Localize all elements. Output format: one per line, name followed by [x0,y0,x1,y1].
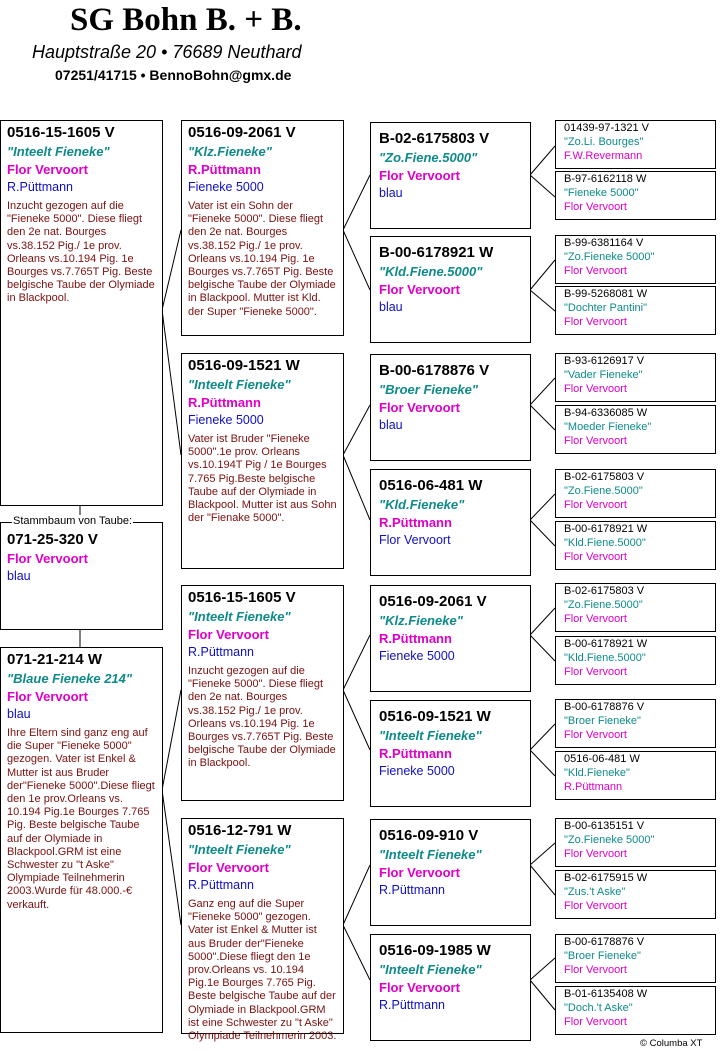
breeder: R.Püttmann [379,515,452,530]
breeder: Flor Vervoort [564,499,627,511]
pigeon-name: "Inteelt Fieneke" [379,962,482,977]
ring-number: 0516-06-481 W [379,477,483,494]
great-grandparent-card[interactable] [370,934,531,1041]
owner: R.Püttmann [188,878,255,892]
ring-number: B-94-6336085 W [564,407,648,419]
breeder: Flor Vervoort [564,964,627,976]
pigeon-name: "Doch.'t Aske" [564,1002,633,1014]
ring-number: B-00-6178876 V [564,936,645,948]
ring-number: B-97-6162118 W [564,173,647,185]
pigeon-name: "Inteelt Fieneke" [379,728,482,743]
ring-number: B-02-6175803 V [379,130,490,147]
ring-number: 0516-06-481 W [564,753,640,765]
breeder: Flor Vervoort [379,282,460,297]
dam-card[interactable] [0,647,163,1033]
ancestor-card[interactable] [555,870,716,919]
breeder: Flor Vervoort [7,689,88,704]
ring-number: 071-25-320 V [7,531,98,548]
owner: Fieneke 5000 [379,764,455,778]
grandparent-card[interactable] [181,120,344,336]
ancestor-card[interactable] [555,120,716,169]
header-address: Hauptstraße 20 • 76689 Neuthard [32,42,302,62]
breeder: Flor Vervoort [379,168,460,183]
ring-number: B-00-6135151 V [564,820,645,832]
pigeon-name: "Klz.Fieneke" [379,613,463,628]
pigeon-name: "Zo.Fiene.5000" [564,485,643,497]
breeder: Flor Vervoort [564,265,627,277]
grandparent-card[interactable] [181,818,344,1043]
pigeon-name: "Kld.Fiene.5000" [379,264,483,279]
pigeon-name: "Inteelt Fieneke" [7,144,110,159]
breeder: R.Püttmann [188,395,261,410]
ring-number: B-02-6175803 V [564,585,645,597]
pigeon-name: "Zus.'t Aske" [564,886,626,898]
pigeon-name: "Zo.Li. Bourges" [564,136,644,148]
ring-number: 01439-97-1321 V [564,122,650,134]
great-grandparent-card[interactable] [370,354,531,461]
owner: blau [379,300,403,314]
breeder: Flor Vervoort [188,627,269,642]
breeder: F.W.Revermann [564,150,643,162]
breeder: Flor Vervoort [379,865,460,880]
pigeon-name: "Inteelt Fieneke" [188,609,291,624]
ancestor-card[interactable] [555,521,716,570]
ancestor-card[interactable] [555,405,716,454]
pigeon-name: "Fieneke 5000" [564,187,639,199]
pigeon-name: "Inteelt Fieneke" [188,377,291,392]
breeder: Flor Vervoort [188,860,269,875]
pigeon-name: "Inteelt Fieneke" [188,842,291,857]
breeder: Flor Vervoort [564,729,627,741]
breeder: R.Püttmann [379,746,452,761]
ring-number: B-99-5268081 W [564,288,648,300]
subject-card[interactable] [0,522,163,630]
breeder: Flor Vervoort [564,613,627,625]
breeder: R.Püttmann [188,162,261,177]
owner: blau [379,418,403,432]
ring-number: B-00-6178876 V [564,701,645,713]
pigeon-name: "Zo.Fiene.5000" [379,150,478,165]
ring-number: B-00-6178921 W [379,244,494,261]
ring-number: B-01-6135408 W [564,988,648,1000]
pigeon-name: "Kld.Fiene.5000" [564,652,646,664]
breeder: Flor Vervoort [564,900,627,912]
pigeon-name: "Kld.Fieneke" [564,767,630,779]
pigeon-name: "Broer Fieneke" [564,715,641,727]
ring-number: B-93-6126917 V [564,355,645,367]
pigeon-notes: Vater ist Bruder "Fieneke 5000".1e prov. Orleans vs.10.194T Pig / 1e Bourges 7.765 Pig.Beste belgische Taube auf der Olymiade in Blackpool. Mutter ist aus Sohn der "Fienake 5000". [188,433,337,525]
pigeon-notes: Ganz eng auf die Super "Fieneke 5000" gezogen. Vater ist Enkel & Mutter ist aus Bruder der"Fieneke 5000".Diese fliegt den 1e prov.Orleans vs. 10.194 Pig.1e Bourges 7.765 Pig. Beste belgische Taube auf der Olymiade in Blackpool.GRM ist eine Schwester zu "t Aske" Olympiade Teilnehmerin 2003. [188,898,337,1043]
ancestor-card[interactable] [555,286,716,335]
pigeon-name: "Zo.Fiene.5000" [564,599,643,611]
breeder: Flor Vervoort [564,201,627,213]
great-grandparent-card[interactable] [370,469,531,576]
ancestor-card[interactable] [555,636,716,685]
sire-card[interactable] [0,120,163,506]
owner: Fieneke 5000 [188,180,264,194]
pigeon-name: "Broer Fieneke" [564,950,641,962]
ancestor-card[interactable] [555,171,716,220]
breeder: R.Püttmann [564,781,623,793]
pigeon-name: "Zo.Fieneke 5000" [564,834,655,846]
pigeon-name: "Zo.Fieneke 5000" [564,251,655,263]
ancestor-card[interactable] [555,934,716,983]
pigeon-name: "Broer Fieneke" [379,382,479,397]
breeder: Flor Vervoort [564,1016,627,1028]
ancestor-card[interactable] [555,469,716,518]
pigeon-name: "Kld.Fieneke" [379,497,465,512]
ring-number: 0516-09-2061 V [379,593,487,610]
ring-number: 0516-09-2061 V [188,124,296,141]
great-grandparent-card[interactable] [370,700,531,807]
pigeon-name: "Vader Fieneke" [564,369,643,381]
ancestor-card[interactable] [555,751,716,800]
header-title: SG Bohn B. + B. [70,2,302,38]
breeder: Flor Vervoort [564,316,627,328]
ancestor-card[interactable] [555,583,716,632]
breeder: Flor Vervoort [564,383,627,395]
ring-number: B-99-6381164 V [564,237,644,249]
pigeon-name: "Dochter Pantini" [564,302,648,314]
color: blau [7,569,31,583]
ring-number: 0516-09-910 V [379,827,479,844]
ancestor-card[interactable] [555,699,716,748]
color: blau [7,707,31,721]
ancestor-card[interactable] [555,235,716,284]
ring-number: B-02-6175803 V [564,471,645,483]
pigeon-name: "Moeder Fieneke" [564,421,652,433]
copyright-footer: © Columba XT [640,1038,703,1049]
ring-number: 0516-15-1605 V [188,589,296,606]
owner: Flor Vervoort [379,533,451,547]
ring-number: 0516-09-1521 W [188,357,300,374]
breeder: Flor Vervoort [564,848,627,860]
breeder: Flor Vervoort [7,551,88,566]
pigeon-notes: Vater ist ein Sohn der "Fieneke 5000". Diese fliegt den 2e nat. Bourges vs.38.152 Pig./ 1e prov. Orleans vs.10.194 Pig. 1e Bourges vs.7.765T Pig. Beste belgische Taube der Olymiade in Blackpool. Mutter ist Kld. der Super "Fieneke 5000". [188,200,336,318]
breeder: Flor Vervoort [564,551,627,563]
pigeon-name: "Kld.Fiene.5000" [564,537,646,549]
great-grandparent-card[interactable] [370,122,531,229]
ring-number: B-00-6178876 V [379,362,490,379]
ancestor-card[interactable] [555,353,716,402]
pigeon-notes: Ihre Eltern sind ganz eng auf die Super "Fieneke 5000" gezogen. Vater ist Enkel & Mutter ist aus Bruder der"Fieneke 5000".Diese fliegt den 1e prov.Orleans vs. 10.194 Pig.1e Bourges 7.765 Pig. Beste belgische Taube auf der Olymiade in Blackpool.GRM ist eine Schwester zu "t Aske" Olympiade Teilnehmerin 2003.Wurde für 48.000.-€ verkauft. [7,727,155,911]
great-grandparent-card[interactable] [370,819,531,926]
ring-number: 0516-09-1985 W [379,942,491,959]
pigeon-notes: Inzucht gezogen auf die "Fieneke 5000". Diese fliegt den 2e nat. Bourges vs.38.152 Pig./ 1e prov. Orleans vs.10.194 Pig. 1e Bourges vs.7.765T Pig. Beste belgische Taube der Olymiade in Blackpool. [7,200,155,305]
ring-number: 0516-15-1605 V [7,124,115,141]
pigeon-name: "Blaue Fieneke 214" [7,671,133,686]
pigeon-notes: Inzucht gezogen auf die "Fieneke 5000". Diese fliegt den 2e nat. Bourges vs.38.152 Pig./ 1e prov. Orleans vs.10.194 Pig. 1e Bourges vs.7.765T Pig. Beste belgische Taube der Olymiade in Blackpool. [188,665,336,770]
ring-number: B-02-6175915 W [564,872,648,884]
breeder: R.Püttmann [379,631,452,646]
breeder: Flor Vervoort [7,162,88,177]
ring-number: 0516-12-791 W [188,822,292,839]
ancestor-card[interactable] [555,818,716,867]
grandparent-card[interactable] [181,585,344,801]
ancestor-card[interactable] [555,986,716,1035]
owner: Fieneke 5000 [188,413,264,427]
owner: R.Püttmann [188,645,255,659]
owner: blau [379,186,403,200]
ring-number: B-00-6178921 W [564,523,648,535]
breeder: Flor Vervoort [379,980,460,995]
breeder: Flor Vervoort [564,435,627,447]
breeder: Flor Vervoort [379,400,460,415]
breeder: Flor Vervoort [564,666,627,678]
great-grandparent-card[interactable] [370,236,531,343]
pedigree-label: Stammbaum von Taube: [13,515,133,527]
great-grandparent-card[interactable] [370,585,531,692]
header-contact: 07251/41715 • BennoBohn@gmx.de [55,67,292,83]
ring-number: 071-21-214 W [7,651,103,668]
pigeon-name: "Inteelt Fieneke" [379,847,482,862]
owner: Fieneke 5000 [379,649,455,663]
ring-number: 0516-09-1521 W [379,708,491,725]
owner: R.Püttmann [379,998,446,1012]
owner: R.Püttmann [7,180,74,194]
ring-number: B-00-6178921 W [564,638,648,650]
pigeon-name: "Klz.Fieneke" [188,144,272,159]
grandparent-card[interactable] [181,353,344,569]
owner: R.Püttmann [379,883,446,897]
